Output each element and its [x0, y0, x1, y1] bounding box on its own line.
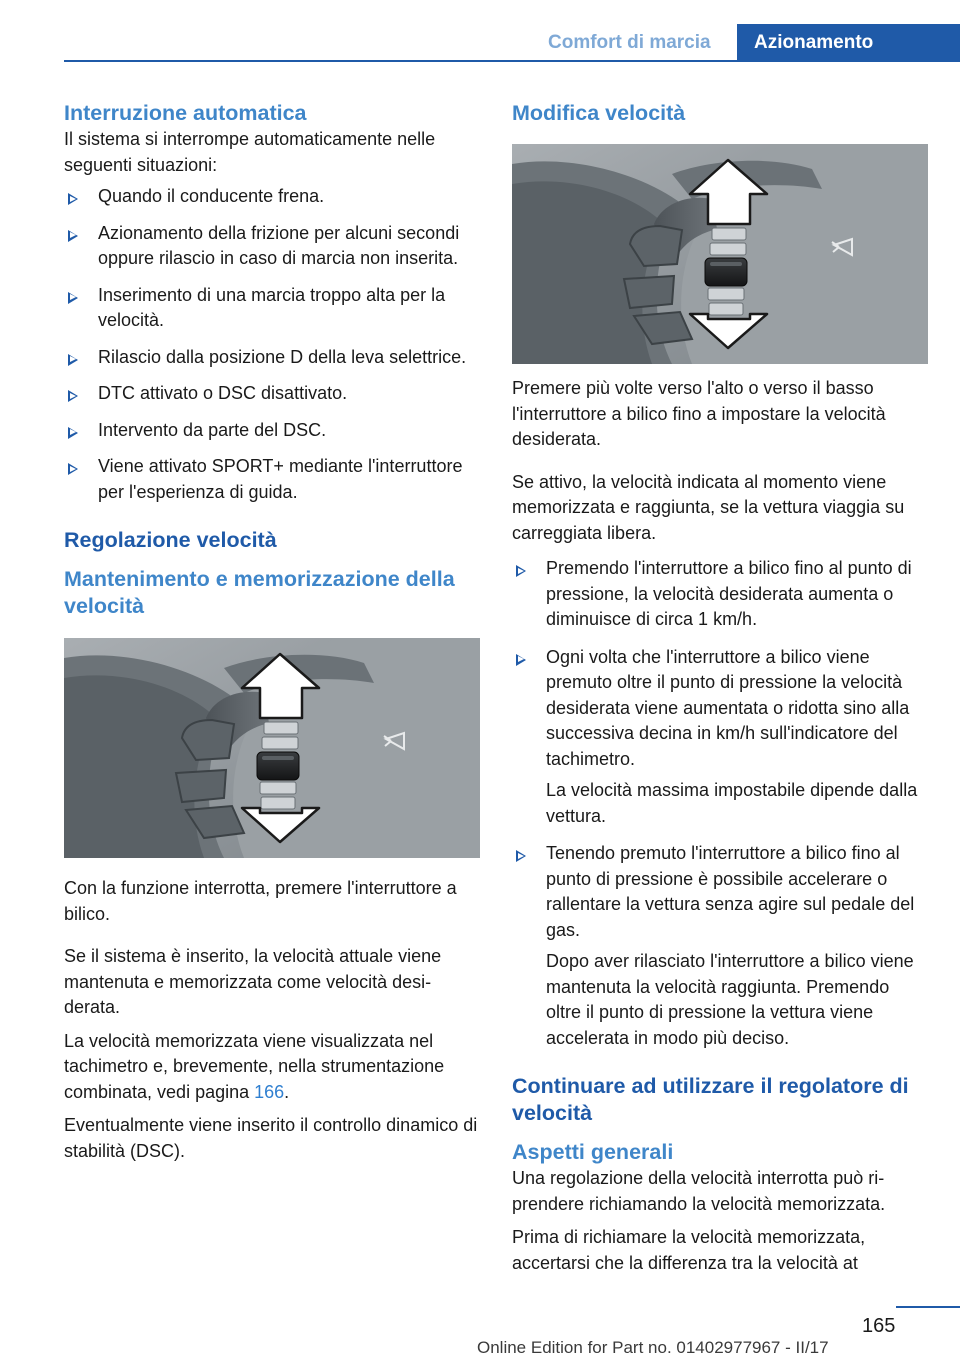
steering-wheel-rocker-image: [512, 144, 928, 364]
paragraph-1: Con la funzione interrotta, premere l'interruttore a bilico.: [64, 878, 457, 924]
paragraph-interruzione: Il sistema si interrompe automaticamente nelle seguenti situazioni:: [64, 129, 436, 175]
list-item: Ogni volta che l'interruttore a bilico viene premuto oltre il punto di pressione la velocità desiderata viene aumentata o ridotta sino alla successiva decina in km/h sull'indicatore del tachimetro. La velocità massima impostabile dipende dalla vettura.: [512, 645, 928, 830]
paragraph-3: Una regolazione della velocità interrotta può riprendere richiamando la velocità memorizzata.: [512, 1168, 886, 1214]
paragraph-2: Se attivo, la velocità indicata al momento viene memorizzata e raggiunta, se la vettura viaggia su carreggiata libera.: [512, 471, 905, 543]
list-item: Premendo l'interruttore a bilico fino al punto di pressione, la velocità desiderata aumenta o diminuisce di circa 1 km/h.: [512, 556, 928, 633]
triangle-bullet-icon: [516, 850, 526, 862]
triangle-bullet-icon: [68, 390, 78, 402]
edition-footer: Online Edition for Part no. 01402977967 - II/17: [477, 1338, 829, 1357]
list-item: Viene attivato SPORT+ mediante l'interruttore per l'esperienza di guida.: [64, 454, 480, 505]
triangle-bullet-icon: [68, 193, 78, 205]
list-item: Tenendo premuto l'interruttore a bilico fino al punto di pressione è possibile accelerare o rallentare la vettura senza agire sul pedale del gas. Dopo aver rilasciato l'interruttore a bilico viene mantenuta la velocità raggiunta. Premendo oltre il punto di pressione la vettura viene accelerata in modo più deciso.: [512, 841, 928, 1051]
footer-rule: [896, 1306, 960, 1308]
paragraph-4: Prima di richiamare la velocità memorizzata, accertarsi che la differenza tra la velocità at: [512, 1227, 866, 1273]
triangle-bullet-icon: [68, 292, 78, 304]
list-item: DTC attivato o DSC disattivato.: [64, 381, 480, 407]
list-item: Quando il conducente frena.: [64, 184, 480, 210]
right-column: [512, 100, 928, 1276]
page-number: 165: [862, 1315, 896, 1337]
page-link[interactable]: 166: [254, 1081, 285, 1102]
paragraph-4: Eventualmente viene inserito il controllo dinamico di stabilità (DSC).: [64, 1115, 478, 1161]
triangle-bullet-icon: [68, 230, 78, 242]
heading-continuare: Continuare ad utilizzare il regolatore di velocità: [512, 1074, 909, 1125]
list-item: Rilascio dalla posizione D della leva selettrice.: [64, 345, 480, 371]
chapter-tab[interactable]: Azionamento: [737, 24, 960, 62]
triangle-bullet-icon: [68, 354, 78, 366]
section-tab[interactable]: Comfort di marcia: [548, 32, 711, 53]
header-rule: [64, 60, 960, 62]
paragraph-3: La velocità memorizzata viene visualizzata nel tachimetro e, brevemente, nella strumentazione combinata, vedi pagina 166.: [64, 1030, 445, 1102]
heading-regolazione: Regolazione velocità: [64, 528, 277, 552]
speed-change-list: [512, 556, 928, 1051]
paragraph-2: Se il sistema è inserito, la velocità attuale viene mantenuta e memorizzata come velocità desiderata.: [64, 946, 442, 1017]
page-header: [0, 0, 960, 62]
heading-mantenimento: Mantenimento e memorizzazione della velocità: [64, 567, 455, 618]
heading-interruzione: Interruzione automatica: [64, 101, 307, 125]
list-item: Intervento da parte del DSC.: [64, 418, 480, 444]
triangle-bullet-icon: [68, 463, 78, 475]
list-item: Azionamento della frizione per alcuni secondi oppure rilascio in caso di marcia non inserita.: [64, 221, 480, 272]
left-column: [64, 100, 480, 1164]
list-item: Inserimento di una marcia troppo alta per la velocità.: [64, 283, 480, 334]
heading-aspetti: Aspetti generali: [512, 1140, 674, 1164]
interruption-list: [64, 184, 480, 505]
steering-wheel-rocker-image: [64, 638, 480, 858]
triangle-bullet-icon: [516, 565, 526, 577]
paragraph-1: Premere più volte verso l'alto o verso il basso l'interruttore a bilico fino a impostare la velocità desiderata.: [512, 378, 886, 449]
triangle-bullet-icon: [68, 427, 78, 439]
heading-modifica: Modifica velocità: [512, 101, 686, 125]
triangle-bullet-icon: [516, 654, 526, 666]
